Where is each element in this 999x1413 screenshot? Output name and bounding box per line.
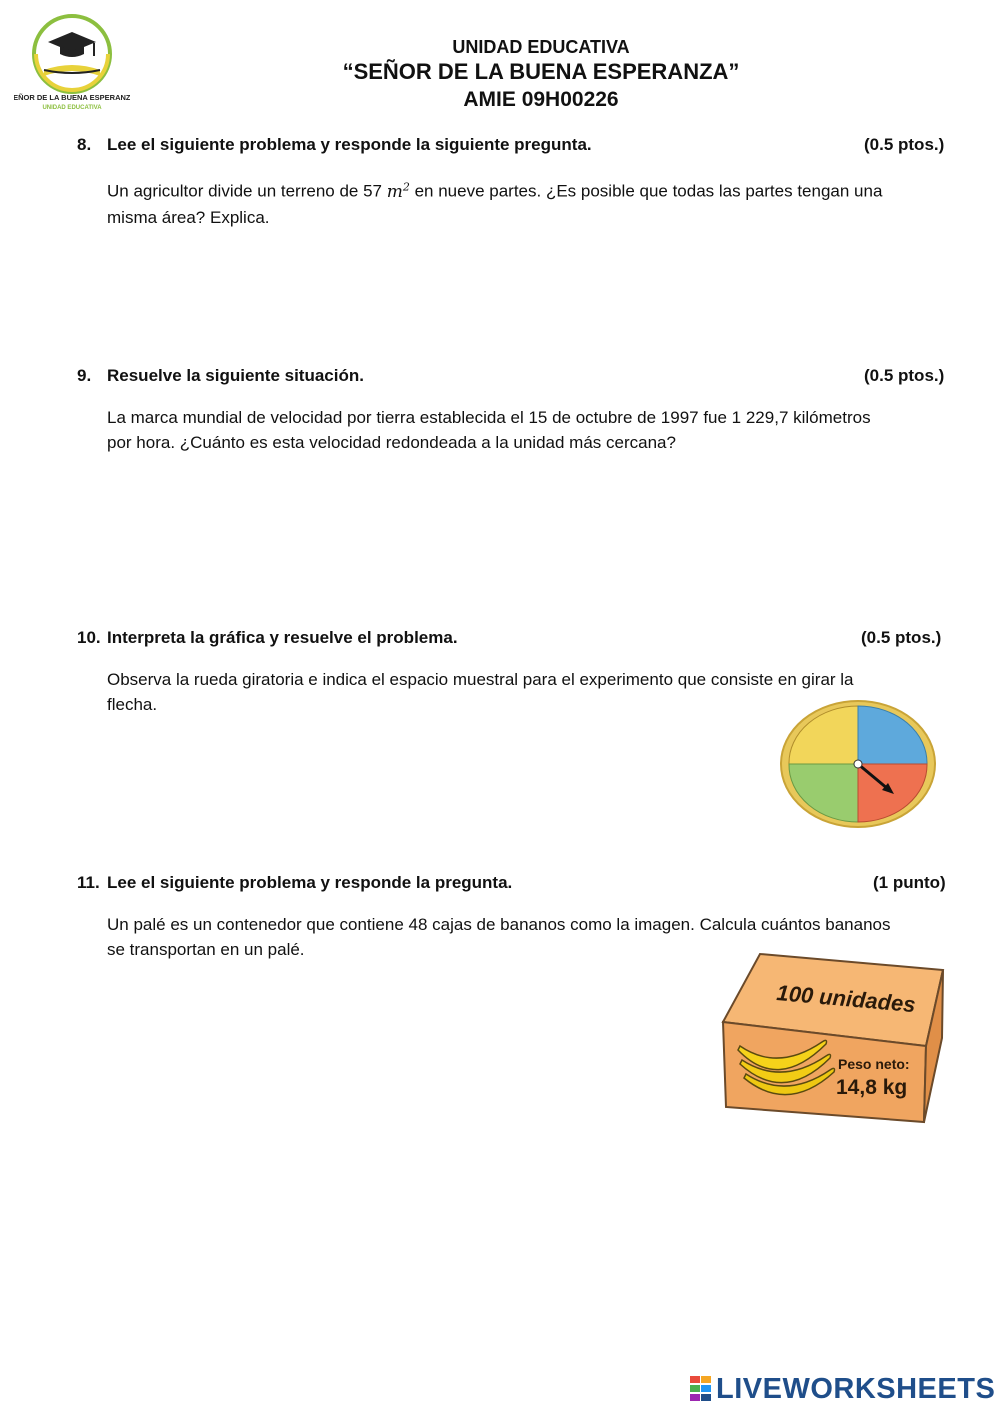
question-11-title: [77, 873, 512, 893]
question-title-text: Lee el siguiente problema y responde la siguiente pregunta.: [107, 135, 592, 154]
body-line-2: se transportan en un palé.: [107, 940, 305, 959]
question-title-text: Interpreta la gráfica y resuelve el problema.: [107, 628, 458, 647]
question-10-points: (0.5 ptos.): [861, 628, 942, 647]
math-base: m: [386, 181, 403, 202]
question-9-body: [107, 405, 952, 455]
question-11-points: (1 punto): [873, 873, 946, 892]
spinner-pivot: [854, 760, 862, 768]
math-term: [387, 182, 410, 202]
spinner-sector-yellow: [789, 706, 858, 764]
liveworksheets-brand: [690, 1373, 995, 1405]
body-line-2: misma área? Explica.: [107, 207, 270, 227]
header-amie: AMIE 09H00226: [463, 88, 619, 111]
box-label-weight-title: Peso neto:: [838, 1056, 910, 1072]
question-title-text: Lee el siguiente problema y responde la pregunta.: [107, 873, 513, 892]
body-line-2: por hora. ¿Cuánto es esta velocidad redondeada a la unidad más cercana?: [107, 433, 676, 452]
question-9-title: [77, 366, 364, 386]
question-title-text: Resuelve la siguiente situación.: [107, 366, 364, 385]
spinner-sector-blue: [858, 706, 927, 764]
box-label-units: 100 unidades: [775, 980, 917, 1018]
box-label-weight-value: 14,8 kg: [836, 1076, 908, 1099]
liveworksheets-brand-text: LIVEWORKSHEETS: [716, 1372, 996, 1405]
question-number: 11.: [77, 873, 100, 892]
body-line-1: Observa la rueda giratoria e indica el espacio muestral para el experimento que consiste en girar la: [107, 670, 854, 689]
body-line-1: La marca mundial de velocidad por tierra establecida el 15 de octubre de 1997 fue 1 229,7 kilómetros: [107, 408, 871, 427]
question-10-title: [77, 628, 458, 648]
body-text-pre: Un agricultor divide un terreno de 57: [107, 181, 387, 201]
question-9-points: (0.5 ptos.): [864, 366, 945, 385]
body-text-post: en nueve partes. ¿Es posible que todas las partes tengan una: [409, 181, 883, 201]
spinner-sector-green: [789, 764, 858, 822]
question-8-points: (0.5 ptos.): [864, 135, 945, 154]
body-line-2: flecha.: [107, 695, 158, 714]
logo-subtext: UNIDAD EDUCATIVA: [42, 105, 102, 111]
question-number: 8.: [77, 135, 92, 154]
question-8-title: [77, 135, 592, 155]
question-8-body: [107, 174, 952, 230]
banana-box-image: [718, 942, 948, 1132]
spinner-wheel-image: [778, 697, 938, 830]
header-school-name: “SEÑOR DE LA BUENA ESPERANZA”: [342, 59, 740, 84]
question-number: 10.: [77, 628, 101, 647]
liveworksheets-logo-icon: [690, 1376, 712, 1402]
logo-text: SEÑOR DE LA BUENA ESPERANZA: [14, 93, 130, 102]
question-number: 9.: [77, 366, 92, 385]
header-line-1: UNIDAD EDUCATIVA: [452, 37, 630, 57]
body-line-1: Un palé es un contenedor que contiene 48 cajas de bananos como la imagen. Calcula cuántos bananos: [107, 915, 891, 934]
math-exponent: 2: [402, 180, 410, 193]
